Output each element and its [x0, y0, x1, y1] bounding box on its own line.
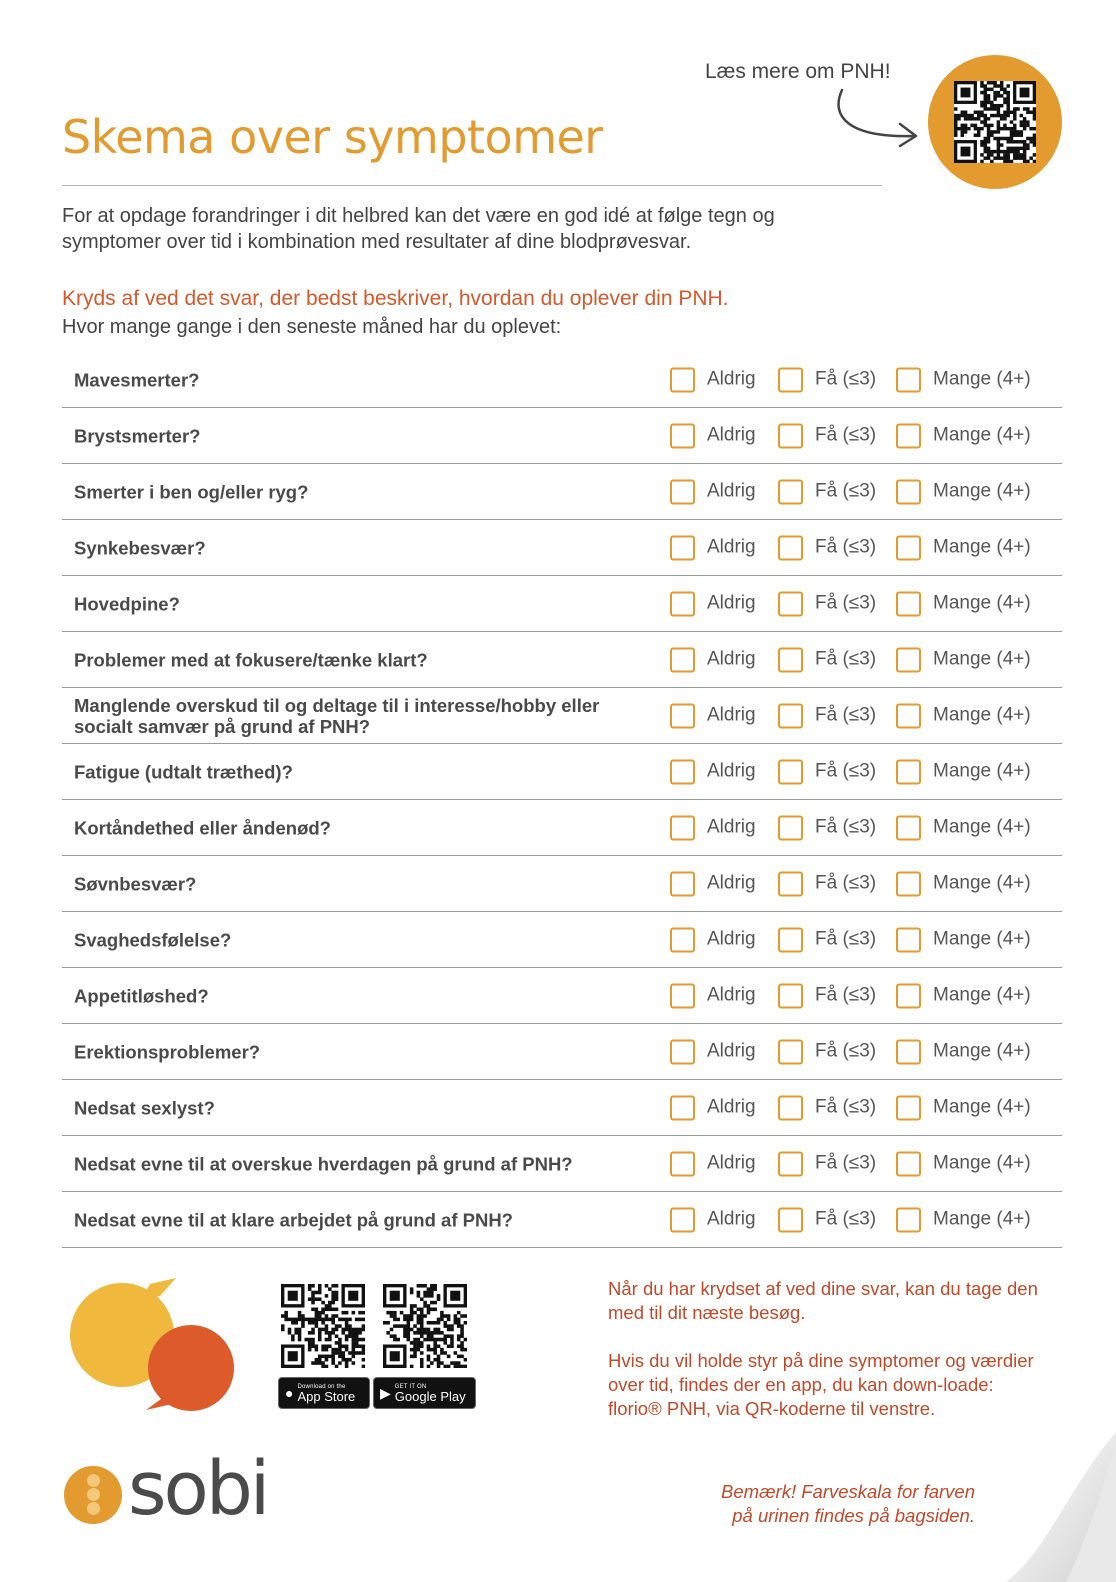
- option-few[interactable]: [778, 815, 876, 840]
- app-store-badge-label: App Store: [297, 1388, 356, 1404]
- option-label-few: Få (≤3): [815, 816, 877, 838]
- option-never[interactable]: [670, 647, 756, 672]
- qr-code-icon: [954, 81, 1036, 163]
- option-label-many: Mange (4+): [933, 1208, 1031, 1230]
- option-many[interactable]: [896, 423, 1031, 448]
- option-never[interactable]: [670, 479, 756, 504]
- table-row: [62, 408, 1062, 464]
- option-few[interactable]: [778, 871, 876, 896]
- symptom-label: Hovedpine?: [74, 593, 180, 614]
- option-label-many: Mange (4+): [933, 592, 1031, 614]
- option-many[interactable]: [896, 1207, 1031, 1232]
- option-few[interactable]: [778, 423, 876, 448]
- option-many[interactable]: [896, 815, 1031, 840]
- checkbox-few[interactable]: [778, 815, 803, 840]
- checkbox-few[interactable]: [778, 1207, 803, 1232]
- intro-text: For at opdage forandringer i dit helbred kan det være en god idé at følge tegn og symptomer over tid i kombination med resultater af dine blodprøvesvar.: [62, 205, 775, 253]
- option-many[interactable]: [896, 591, 1031, 616]
- option-never[interactable]: [670, 703, 756, 728]
- symptom-label: Appetitløshed?: [74, 985, 209, 1006]
- checkbox-never[interactable]: [670, 591, 695, 616]
- table-row: [62, 632, 1062, 688]
- symptom-label: Nedsat evne til at klare arbejdet på grund af PNH?: [74, 1209, 513, 1230]
- option-label-few: Få (≤3): [815, 760, 877, 782]
- checkbox-many[interactable]: [896, 1207, 921, 1232]
- table-row: [62, 856, 1062, 912]
- option-many[interactable]: [896, 703, 1031, 728]
- checkbox-many[interactable]: [896, 703, 921, 728]
- option-many[interactable]: [896, 983, 1031, 1008]
- option-label-many: Mange (4+): [933, 368, 1031, 390]
- option-label-never: Aldrig: [707, 928, 756, 950]
- option-label-few: Få (≤3): [815, 928, 877, 950]
- checkbox-many[interactable]: [896, 983, 921, 1008]
- option-many[interactable]: [896, 367, 1031, 392]
- option-never[interactable]: [670, 759, 756, 784]
- apple-icon: ●: [285, 1385, 294, 1401]
- option-label-never: Aldrig: [707, 592, 756, 614]
- symptom-label: Søvnbesvær?: [74, 873, 197, 894]
- checkbox-never[interactable]: [670, 703, 695, 728]
- option-label-few: Få (≤3): [815, 704, 877, 726]
- option-few[interactable]: [778, 1207, 876, 1232]
- option-label-many: Mange (4+): [933, 984, 1031, 1006]
- checkbox-many[interactable]: [896, 535, 921, 560]
- speech-bubble-orange-tail: [146, 1388, 176, 1410]
- qr-code-app-store[interactable]: [281, 1284, 365, 1368]
- option-label-few: Få (≤3): [815, 536, 877, 558]
- footer-paragraph-1: Når du har krydset af ved dine svar, kan du tage den med til dit næste besøg.: [608, 1278, 1038, 1323]
- option-never[interactable]: [670, 591, 756, 616]
- checkbox-few[interactable]: [778, 759, 803, 784]
- option-few[interactable]: [778, 759, 876, 784]
- checkbox-never[interactable]: [670, 983, 695, 1008]
- checkbox-never[interactable]: [670, 815, 695, 840]
- checkbox-many[interactable]: [896, 815, 921, 840]
- checkbox-many[interactable]: [896, 927, 921, 952]
- option-label-never: Aldrig: [707, 1040, 756, 1062]
- checkbox-many[interactable]: [896, 367, 921, 392]
- checkbox-few[interactable]: [778, 479, 803, 504]
- checkbox-many[interactable]: [896, 423, 921, 448]
- checkbox-never[interactable]: [670, 1095, 695, 1120]
- checkbox-many[interactable]: [896, 759, 921, 784]
- option-label-never: Aldrig: [707, 480, 756, 502]
- table-row: [62, 1024, 1062, 1080]
- option-label-few: Få (≤3): [815, 424, 877, 446]
- checkbox-never[interactable]: [670, 367, 695, 392]
- symptom-label: Fatigue (udtalt træthed)?: [74, 761, 293, 782]
- checkbox-few[interactable]: [778, 927, 803, 952]
- option-label-many: Mange (4+): [933, 424, 1031, 446]
- option-few[interactable]: [778, 983, 876, 1008]
- option-label-never: Aldrig: [707, 872, 756, 894]
- symptom-label: Problemer med at fokusere/tænke klart?: [74, 649, 428, 670]
- option-label-never: Aldrig: [707, 704, 756, 726]
- option-label-few: Få (≤3): [815, 1208, 877, 1230]
- google-play-icon: ▶: [380, 1384, 391, 1401]
- option-few[interactable]: [778, 1039, 876, 1064]
- footer-text: [608, 1277, 1038, 1445]
- option-label-few: Få (≤3): [815, 592, 877, 614]
- checkbox-never[interactable]: [670, 927, 695, 952]
- option-few[interactable]: [778, 703, 876, 728]
- qr-code-google-play[interactable]: [383, 1284, 467, 1368]
- option-few[interactable]: [778, 591, 876, 616]
- checkbox-many[interactable]: [896, 1151, 921, 1176]
- option-few[interactable]: [778, 479, 876, 504]
- option-never[interactable]: [670, 1095, 756, 1120]
- checkbox-few[interactable]: [778, 1039, 803, 1064]
- symptom-label: Synkebesvær?: [74, 537, 206, 558]
- option-label-few: Få (≤3): [815, 480, 877, 502]
- sobi-logo-text: sobi: [128, 1446, 268, 1532]
- option-few[interactable]: [778, 1095, 876, 1120]
- instruction-text: Kryds af ved det svar, der bedst beskriver, hvordan du oplever din PNH.: [62, 287, 729, 310]
- option-label-never: Aldrig: [707, 1096, 756, 1118]
- option-many[interactable]: [896, 647, 1031, 672]
- option-label-many: Mange (4+): [933, 704, 1031, 726]
- option-few[interactable]: [778, 367, 876, 392]
- option-many[interactable]: [896, 871, 1031, 896]
- table-row: [62, 688, 1062, 744]
- option-many[interactable]: [896, 535, 1031, 560]
- option-label-never: Aldrig: [707, 760, 756, 782]
- checkbox-few[interactable]: [778, 535, 803, 560]
- page-title: Skema over symptomer: [62, 110, 603, 164]
- option-never[interactable]: [670, 927, 756, 952]
- symptom-label: Mavesmerter?: [74, 369, 200, 390]
- speech-bubble-yellow-tail: [140, 1278, 176, 1302]
- option-label-few: Få (≤3): [815, 1096, 877, 1118]
- option-label-many: Mange (4+): [933, 648, 1031, 670]
- symptom-label: Manglende overskud til og deltage til i interesse/hobby eller socialt samvær på grund af PNH?: [74, 694, 600, 737]
- option-never[interactable]: [670, 423, 756, 448]
- checkbox-few[interactable]: [778, 983, 803, 1008]
- footer-paragraph-2: Hvis du vil holde styr på dine symptomer og værdier over tid, findes der en app, du kan down-loade: florio® PNH, via QR-koderne til venstre.: [608, 1350, 1034, 1419]
- qr-code-pnh-info[interactable]: [928, 55, 1062, 189]
- option-many[interactable]: [896, 1095, 1031, 1120]
- option-never[interactable]: [670, 815, 756, 840]
- option-label-few: Få (≤3): [815, 872, 877, 894]
- option-label-few: Få (≤3): [815, 1040, 877, 1062]
- urine-color-note: Bemærk! Farveskala for farven på urinen findes på bagsiden.: [721, 1481, 975, 1526]
- option-label-never: Aldrig: [707, 424, 756, 446]
- google-play-badge-caption: GET IT ON: [394, 1383, 427, 1390]
- option-label-many: Mange (4+): [933, 1096, 1031, 1118]
- symptom-label: Kortåndethed eller åndenød?: [74, 817, 331, 838]
- option-never[interactable]: [670, 983, 756, 1008]
- checkbox-never[interactable]: [670, 647, 695, 672]
- checkbox-never[interactable]: [670, 423, 695, 448]
- option-label-many: Mange (4+): [933, 480, 1031, 502]
- table-row: [62, 464, 1062, 520]
- option-never[interactable]: [670, 535, 756, 560]
- symptom-label: Erektionsproblemer?: [74, 1041, 261, 1062]
- google-play-badge[interactable]: [373, 1377, 476, 1409]
- option-label-many: Mange (4+): [933, 816, 1031, 838]
- option-label-never: Aldrig: [707, 536, 756, 558]
- checkbox-never[interactable]: [670, 759, 695, 784]
- checkbox-few[interactable]: [778, 423, 803, 448]
- table-row: [62, 1192, 1062, 1248]
- app-store-badge-caption: Download on the: [297, 1383, 346, 1390]
- option-label-many: Mange (4+): [933, 872, 1031, 894]
- option-label-many: Mange (4+): [933, 536, 1031, 558]
- checkbox-few[interactable]: [778, 367, 803, 392]
- option-label-never: Aldrig: [707, 1152, 756, 1174]
- option-never[interactable]: [670, 1207, 756, 1232]
- checkbox-many[interactable]: [896, 591, 921, 616]
- option-never[interactable]: [670, 1039, 756, 1064]
- symptom-table: [62, 352, 1062, 1248]
- option-few[interactable]: [778, 535, 876, 560]
- option-few[interactable]: [778, 927, 876, 952]
- google-play-badge-label: Google Play: [394, 1388, 466, 1404]
- option-label-never: Aldrig: [707, 816, 756, 838]
- option-many[interactable]: [896, 759, 1031, 784]
- option-label-many: Mange (4+): [933, 1152, 1031, 1174]
- checkbox-few[interactable]: [778, 647, 803, 672]
- checkbox-never[interactable]: [670, 535, 695, 560]
- option-label-never: Aldrig: [707, 1208, 756, 1230]
- checkbox-many[interactable]: [896, 871, 921, 896]
- checkbox-few[interactable]: [778, 871, 803, 896]
- checkbox-many[interactable]: [896, 647, 921, 672]
- checkbox-few[interactable]: [778, 1151, 803, 1176]
- symptom-label: Svaghedsfølelse?: [74, 929, 232, 950]
- checkbox-many[interactable]: [896, 479, 921, 504]
- symptom-label: Smerter i ben og/eller ryg?: [74, 481, 309, 502]
- table-row: [62, 800, 1062, 856]
- checkbox-many[interactable]: [896, 1095, 921, 1120]
- option-label-many: Mange (4+): [933, 1040, 1031, 1062]
- table-row: [62, 1080, 1062, 1136]
- option-label-few: Få (≤3): [815, 984, 877, 1006]
- checkbox-few[interactable]: [778, 1095, 803, 1120]
- option-few[interactable]: [778, 647, 876, 672]
- option-many[interactable]: [896, 479, 1031, 504]
- checkbox-never[interactable]: [670, 1151, 695, 1176]
- option-label-never: Aldrig: [707, 984, 756, 1006]
- symptom-label: Nedsat evne til at overskue hverdagen på grund af PNH?: [74, 1153, 573, 1174]
- option-label-few: Få (≤3): [815, 648, 877, 670]
- checkbox-many[interactable]: [896, 1039, 921, 1064]
- curved-arrow-icon: [828, 86, 924, 150]
- app-store-badge[interactable]: [278, 1377, 370, 1409]
- table-row: [62, 576, 1062, 632]
- option-many[interactable]: [896, 1151, 1031, 1176]
- symptom-label: Brystsmerter?: [74, 425, 201, 446]
- title-divider: [62, 185, 882, 186]
- option-label-never: Aldrig: [707, 368, 756, 390]
- checkbox-few[interactable]: [778, 703, 803, 728]
- option-few[interactable]: [778, 1151, 876, 1176]
- option-label-never: Aldrig: [707, 648, 756, 670]
- option-never[interactable]: [670, 871, 756, 896]
- option-never[interactable]: [670, 367, 756, 392]
- option-label-many: Mange (4+): [933, 928, 1031, 950]
- table-row: [62, 744, 1062, 800]
- symptom-label: Nedsat sexlyst?: [74, 1097, 215, 1118]
- option-label-few: Få (≤3): [815, 368, 877, 390]
- table-row: [62, 520, 1062, 576]
- table-row: [62, 352, 1062, 408]
- option-label-few: Få (≤3): [815, 1152, 877, 1174]
- checkbox-never[interactable]: [670, 1039, 695, 1064]
- qr-prompt-text: Læs mere om PNH!: [705, 60, 891, 83]
- checkbox-few[interactable]: [778, 591, 803, 616]
- option-label-many: Mange (4+): [933, 760, 1031, 782]
- question-lead-text: Hvor mange gange i den seneste måned har du oplevet:: [62, 316, 562, 338]
- checkbox-never[interactable]: [670, 871, 695, 896]
- checkbox-never[interactable]: [670, 1207, 695, 1232]
- table-row: [62, 968, 1062, 1024]
- option-never[interactable]: [670, 1151, 756, 1176]
- option-many[interactable]: [896, 927, 1031, 952]
- page-curl-icon: [1006, 1432, 1116, 1582]
- option-many[interactable]: [896, 1039, 1031, 1064]
- table-row: [62, 912, 1062, 968]
- table-row: [62, 1136, 1062, 1192]
- checkbox-never[interactable]: [670, 479, 695, 504]
- sobi-logo-icon: [64, 1466, 122, 1524]
